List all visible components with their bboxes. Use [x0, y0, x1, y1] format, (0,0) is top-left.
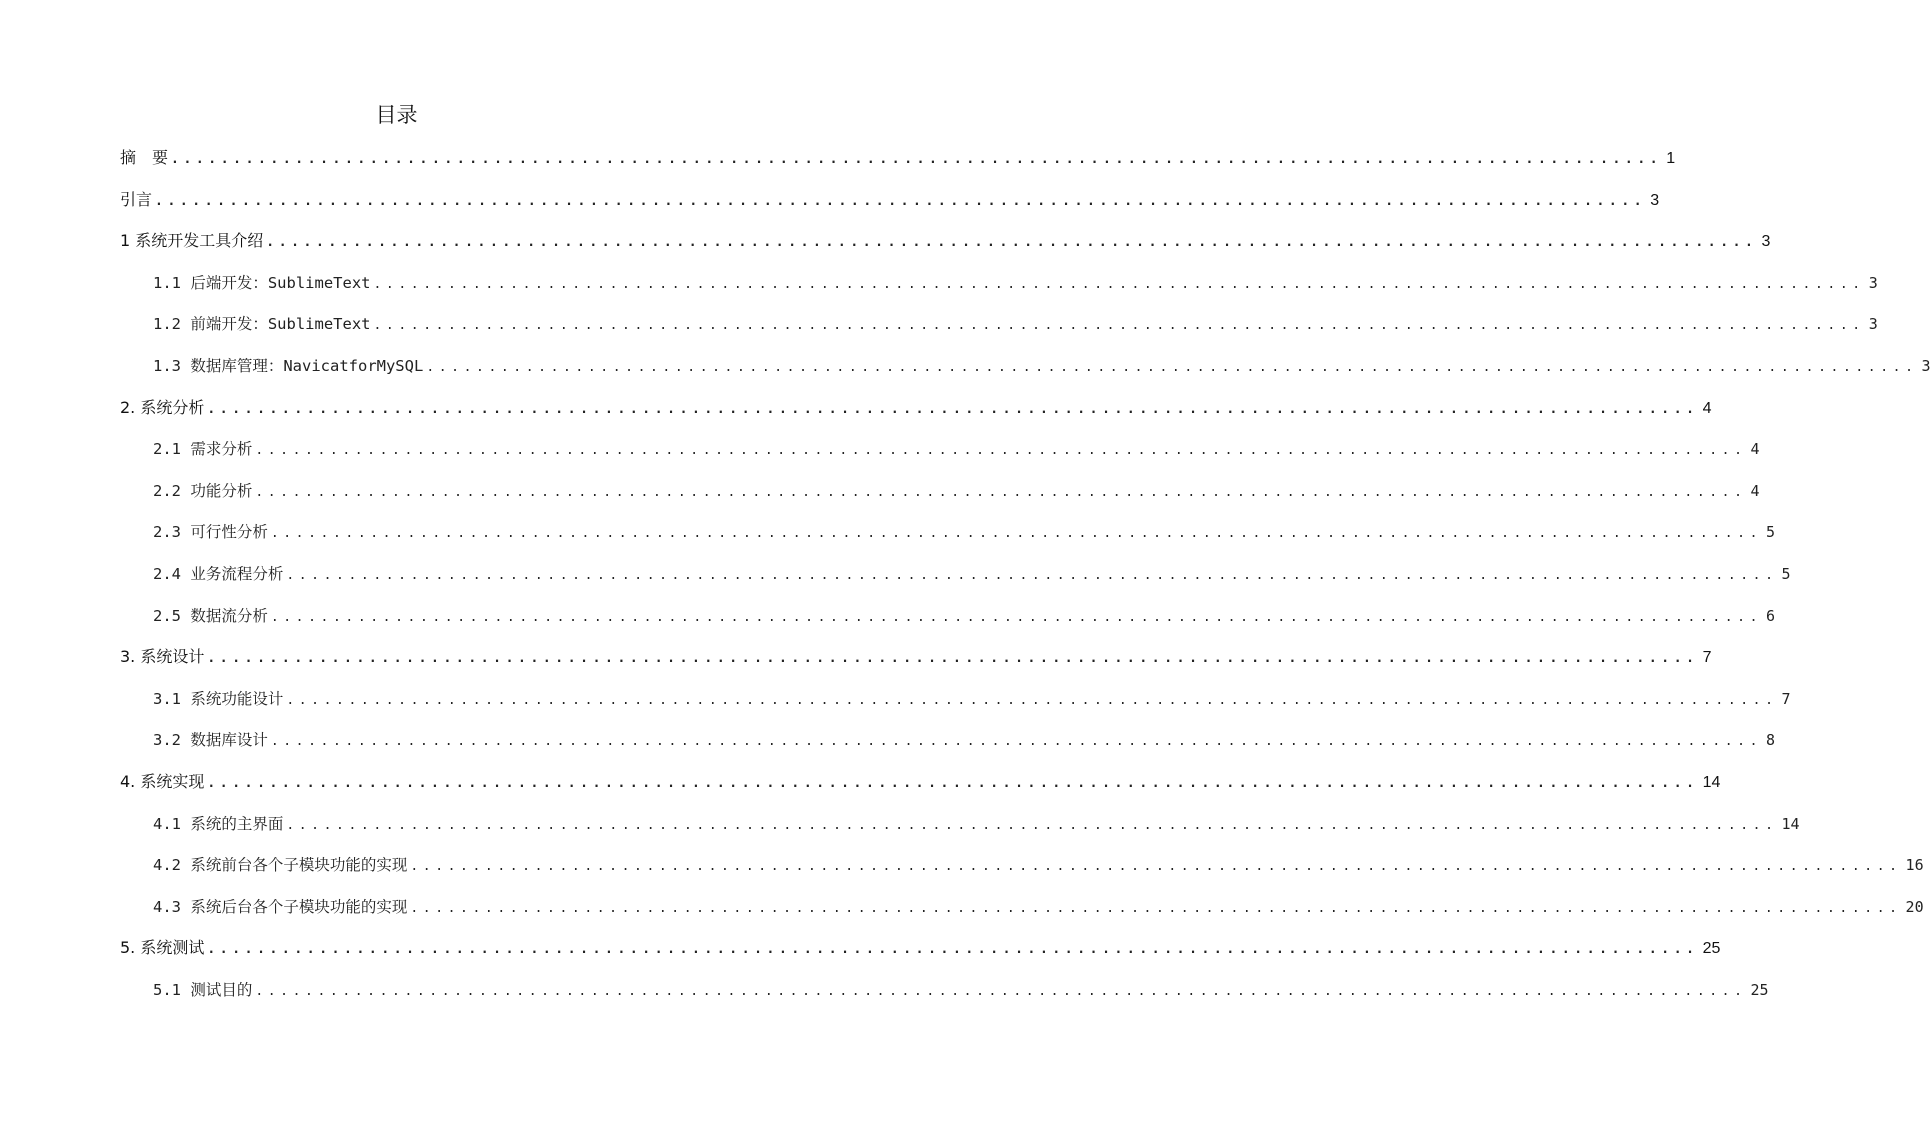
- toc-dot-leader: ........................................................................................................................: [155, 193, 1647, 209]
- toc-entry[interactable]: [120, 643, 1712, 671]
- toc-entry-label: 1.1 后端开发：SublimeText: [153, 273, 371, 292]
- toc-dot-leader: ........................................................................................................................: [255, 984, 1747, 999]
- toc-entry[interactable]: [153, 685, 1791, 713]
- toc-entry[interactable]: [120, 934, 1721, 962]
- toc-entry-page-number: 3: [1868, 315, 1878, 334]
- toc-dot-leader: ........................................................................................................................: [266, 235, 1758, 251]
- toc-entry-page-number: 25: [1750, 981, 1769, 999]
- toc-entry-label: 2. 系统分析: [120, 397, 205, 417]
- toc-dot-leader: ........................................................................................................................: [255, 484, 1747, 500]
- toc-dot-leader: ........................................................................................................................: [410, 859, 1902, 875]
- toc-entry-page-number: 20: [1905, 897, 1924, 916]
- toc-entry-page-number: 3: [1650, 191, 1660, 209]
- toc-entry[interactable]: [153, 602, 1776, 630]
- toc-dot-leader: ........................................................................................................................: [207, 776, 1699, 791]
- toc-entry-page-number: 14: [1702, 774, 1721, 791]
- toc-entry-label: 2.1 需求分析: [153, 440, 253, 459]
- toc-entry-page-number: 4: [1750, 440, 1760, 459]
- toc-dot-leader: ........................................................................................................................: [373, 276, 1865, 292]
- toc-entry-label: 2.4 业务流程分析: [153, 565, 284, 583]
- toc-entry-label: 4.3 系统后台各个子模块功能的实现: [153, 897, 408, 916]
- toc-dot-leader: ........................................................................................................................: [171, 152, 1663, 167]
- toc-entry-label: 3.2 数据库设计: [153, 731, 268, 750]
- toc-entry[interactable]: [153, 477, 1760, 505]
- toc-entry-page-number: 4: [1750, 481, 1760, 500]
- toc-entry[interactable]: [153, 310, 1878, 338]
- toc-dot-leader: ........................................................................................................................: [426, 360, 1918, 375]
- toc-entry-page-number: 7: [1702, 649, 1712, 667]
- toc-entry-label: 3. 系统设计: [120, 647, 205, 667]
- toc-entry-label: 5. 系统测试: [120, 938, 205, 958]
- toc-dot-leader: ........................................................................................................................: [286, 568, 1778, 583]
- toc-entry[interactable]: [120, 144, 1676, 172]
- toc-entry-label: 1.2 前端开发：SublimeText: [153, 315, 371, 334]
- toc-entry[interactable]: [153, 352, 1931, 380]
- toc-entry[interactable]: [120, 186, 1660, 214]
- toc-dot-leader: ........................................................................................................................: [207, 942, 1699, 958]
- toc-entry[interactable]: [153, 726, 1776, 754]
- toc-entry[interactable]: [153, 518, 1776, 546]
- toc-entry-page-number: 7: [1781, 689, 1791, 708]
- toc-entry-page-number: 8: [1766, 731, 1776, 750]
- toc-entry-page-number: 3: [1868, 273, 1878, 292]
- toc-dot-leader: ........................................................................................................................: [207, 651, 1699, 667]
- toc-entry[interactable]: [120, 768, 1721, 796]
- toc-dot-leader: ........................................................................................................................: [255, 443, 1747, 459]
- toc-entry[interactable]: [153, 810, 1800, 838]
- toc-entry[interactable]: [153, 893, 1924, 921]
- toc-dot-leader: ........................................................................................................................: [270, 609, 1763, 625]
- toc-entry-page-number: 5: [1766, 523, 1776, 542]
- toc-entry-label: 摘 要: [120, 148, 169, 167]
- toc-entry[interactable]: [153, 976, 1769, 1004]
- toc-dot-leader: ........................................................................................................................: [286, 692, 1778, 708]
- toc-entry-page-number: 4: [1702, 399, 1712, 417]
- toc-dot-leader: ........................................................................................................................: [286, 817, 1778, 833]
- toc-dot-leader: ........................................................................................................................: [270, 734, 1763, 750]
- toc-entry-page-number: 6: [1766, 606, 1776, 625]
- toc-entry-page-number: 3: [1761, 233, 1771, 251]
- toc-entry-label: 引言: [120, 189, 153, 209]
- toc-entry-label: 1 系统开发工具介绍: [120, 231, 264, 251]
- toc-entry[interactable]: [120, 227, 1771, 255]
- toc-dot-leader: ........................................................................................................................: [207, 401, 1699, 417]
- toc-entry[interactable]: [153, 851, 1924, 879]
- toc-entry-label: 2.2 功能分析: [153, 481, 253, 500]
- toc-entry-label: 3.1 系统功能设计: [153, 689, 284, 708]
- toc-entry[interactable]: [153, 269, 1878, 297]
- toc-entry-label: 4. 系统实现: [120, 772, 205, 791]
- page-title: 目录: [375, 103, 418, 127]
- toc-entry-page-number: 25: [1702, 940, 1721, 958]
- toc-entry-label: 1.3 数据库管理：NavicatforMySQL: [153, 357, 424, 375]
- toc-entry-label: 2.5 数据流分析: [153, 606, 268, 625]
- toc-entry-label: 5.1 测试目的: [153, 981, 253, 999]
- toc-entry-page-number: 16: [1905, 856, 1924, 875]
- toc-entry-page-number: 5: [1781, 565, 1791, 583]
- toc-entry[interactable]: [153, 560, 1791, 588]
- toc-entry-page-number: 1: [1666, 150, 1676, 167]
- toc-entry[interactable]: [153, 435, 1760, 463]
- toc-entry-label: 4.1 系统的主界面: [153, 814, 284, 833]
- toc-entry-page-number: 3: [1921, 357, 1931, 375]
- toc-entry-label: 2.3 可行性分析: [153, 523, 268, 542]
- toc-dot-leader: ........................................................................................................................: [410, 900, 1902, 916]
- toc-dot-leader: ........................................................................................................................: [270, 526, 1763, 542]
- toc-entry[interactable]: [120, 394, 1712, 422]
- toc-entry-page-number: 14: [1781, 814, 1800, 833]
- toc-entry-label: 4.2 系统前台各个子模块功能的实现: [153, 856, 408, 875]
- toc-dot-leader: ........................................................................................................................: [373, 318, 1865, 334]
